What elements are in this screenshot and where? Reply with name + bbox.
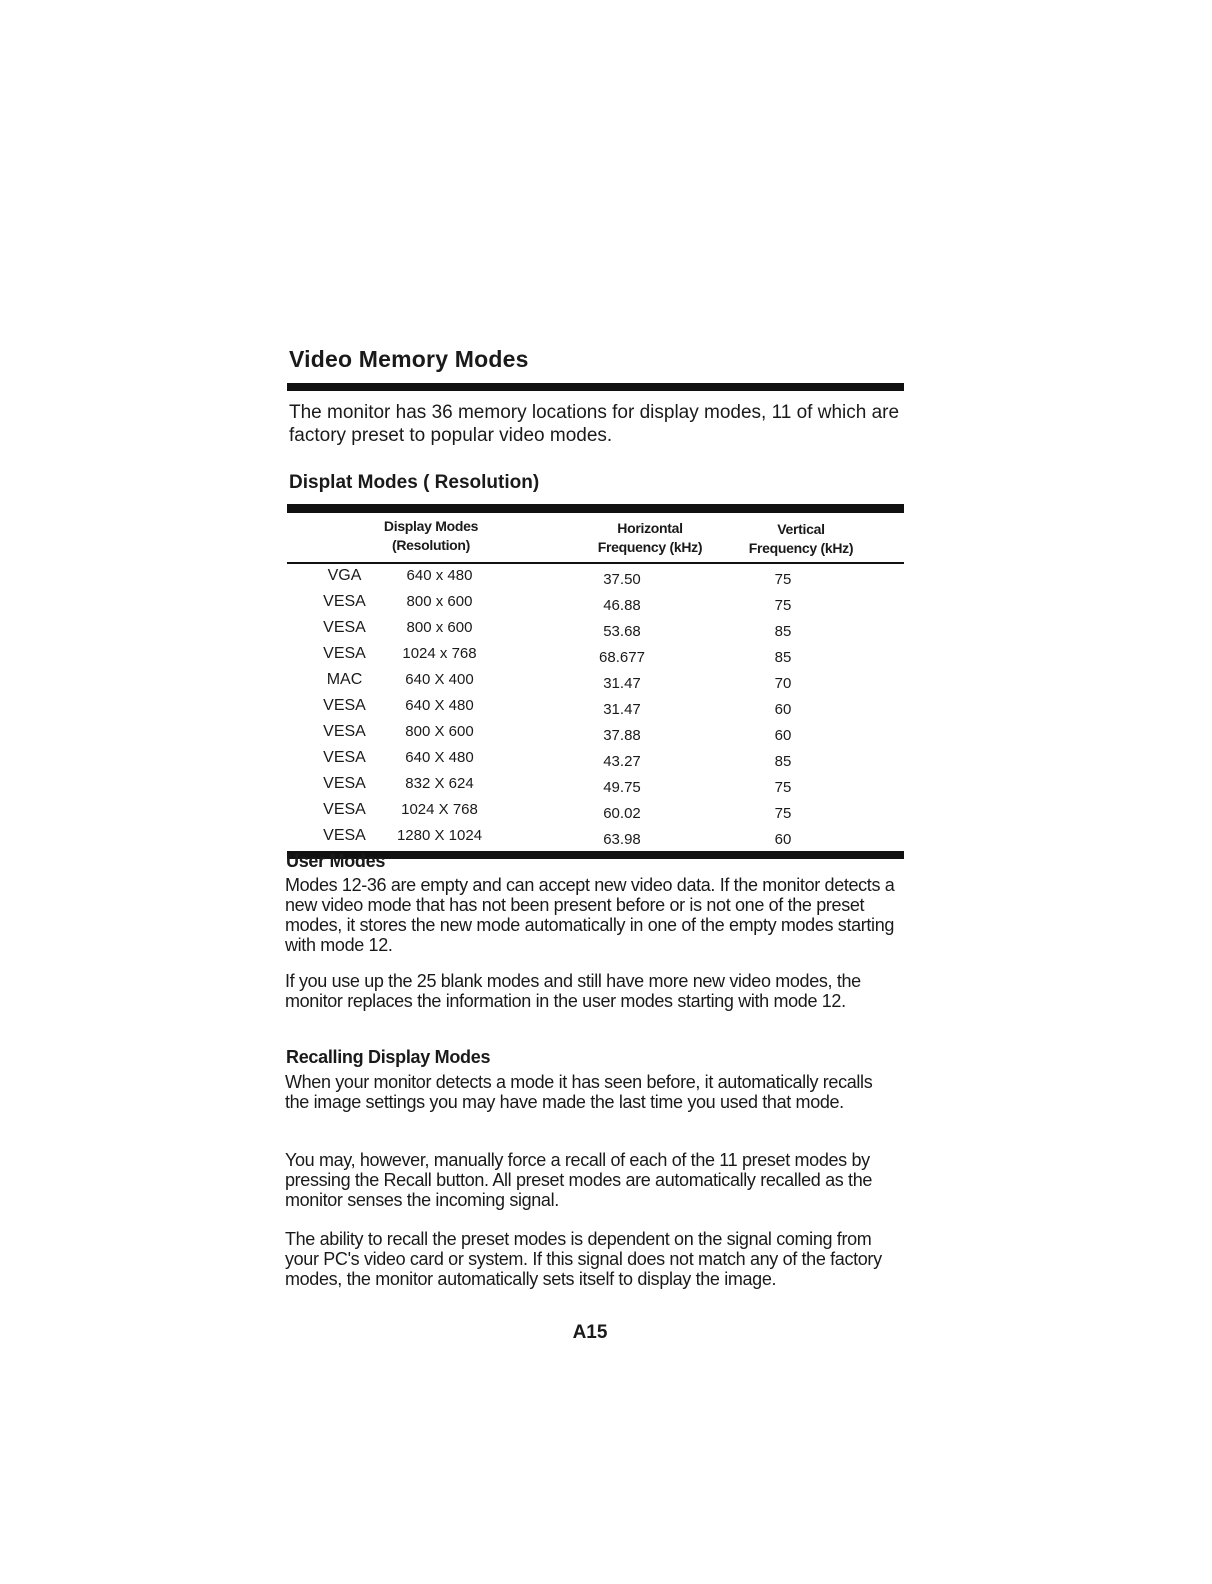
resolution-cell: 832 X 624 [405, 775, 474, 792]
title-divider [287, 383, 904, 391]
table-row [287, 824, 904, 850]
vertical-frequency-cell: 85 [774, 623, 792, 640]
resolution-cell: 640 X 480 [405, 697, 474, 714]
resolution-cell: 640 x 480 [406, 567, 473, 584]
horizontal-frequency-cell: 31.47 [603, 675, 641, 692]
resolution-cell: 1024 X 768 [401, 801, 478, 818]
mode-type-cell: VESA [323, 723, 366, 740]
resolution-cell: 800 X 600 [405, 723, 474, 740]
vertical-frequency-cell: 85 [774, 753, 792, 770]
table-row [287, 720, 904, 746]
horizontal-frequency-cell: 46.88 [603, 597, 641, 614]
horizontal-frequency-cell: 49.75 [603, 779, 641, 796]
table-heading: Displat Modes ( Resolution) [289, 472, 540, 493]
horizontal-frequency-cell: 43.27 [603, 753, 641, 770]
table-row [287, 798, 904, 824]
table-row [287, 564, 904, 590]
table-top-divider [287, 504, 904, 513]
mode-type-cell: MAC [326, 671, 363, 688]
horizontal-frequency-cell: 37.88 [603, 727, 641, 744]
column-header-line: Frequency (kHz) [748, 540, 854, 556]
resolution-cell: 1024 x 768 [402, 645, 477, 662]
page-title: Video Memory Modes [289, 346, 529, 372]
horizontal-frequency-cell: 63.98 [603, 831, 641, 848]
vertical-frequency-cell: 75 [774, 805, 792, 822]
horizontal-frequency-cell: 53.68 [603, 623, 641, 640]
horizontal-frequency-cell: 31.47 [603, 701, 641, 718]
vertical-frequency-cell: 60 [774, 701, 792, 718]
column-header-horizontal [585, 519, 715, 557]
vertical-frequency-cell: 60 [774, 831, 792, 848]
vertical-frequency-cell: 75 [774, 779, 792, 796]
vertical-frequency-cell: 75 [774, 597, 792, 614]
table-row [287, 668, 904, 694]
resolution-cell: 640 X 400 [405, 671, 474, 688]
table-row [287, 642, 904, 668]
recalling-heading: Recalling Display Modes [286, 1047, 491, 1067]
page-number: A15 [572, 1322, 608, 1343]
mode-type-cell: VESA [323, 619, 366, 636]
resolution-cell: 1280 X 1024 [396, 827, 483, 844]
table-row [287, 616, 904, 642]
column-header-line: Vertical [777, 521, 825, 537]
mode-type-cell: VESA [323, 827, 366, 844]
column-header-line: (Resolution) [391, 537, 471, 553]
resolution-cell: 800 x 600 [406, 619, 473, 636]
user-modes-paragraph-1: Modes 12-36 are empty and can accept new video data. If the monitor detects a new video mode that has not been present before or is not one of the preset modes, it stores the new mode automatically in one of the empty modes starting with mode 12. [285, 875, 895, 955]
resolution-cell: 800 x 600 [406, 593, 473, 610]
vertical-frequency-cell: 85 [774, 649, 792, 666]
display-modes-table-body [287, 564, 904, 850]
mode-type-cell: VESA [323, 593, 366, 610]
table-row [287, 694, 904, 720]
column-header-vertical [731, 520, 871, 558]
user-modes-paragraph-2: If you use up the 25 blank modes and still have more new video modes, the monitor replaces the information in the user modes starting with mode 12. [285, 971, 861, 1011]
column-header-line: Horizontal [617, 520, 683, 536]
vertical-frequency-cell: 60 [774, 727, 792, 744]
recalling-paragraph-1: When your monitor detects a mode it has seen before, it automatically recalls the image settings you may have made the last time you used that mode. [285, 1072, 873, 1112]
user-modes-heading: User Modes [286, 851, 386, 871]
mode-type-cell: VGA [327, 567, 362, 584]
mode-type-cell: VESA [323, 697, 366, 714]
horizontal-frequency-cell: 37.50 [603, 571, 641, 588]
mode-type-cell: VESA [323, 801, 366, 818]
column-header-line: Frequency (kHz) [597, 539, 703, 555]
column-header-line: Display Modes [383, 518, 479, 534]
resolution-cell: 640 X 480 [405, 749, 474, 766]
horizontal-frequency-cell: 60.02 [603, 805, 641, 822]
vertical-frequency-cell: 70 [774, 675, 792, 692]
table-row [287, 590, 904, 616]
recalling-paragraph-2: You may, however, manually force a recall of each of the 11 preset modes by pressing the Recall button. All preset modes are automatically recalled as the monitor senses the incoming signal. [285, 1150, 873, 1210]
vertical-frequency-cell: 75 [774, 571, 792, 588]
column-header-display-modes [351, 517, 511, 555]
mode-type-cell: VESA [323, 645, 366, 662]
mode-type-cell: VESA [323, 749, 366, 766]
table-row [287, 772, 904, 798]
horizontal-frequency-cell: 68.677 [599, 649, 645, 666]
recalling-paragraph-3: The ability to recall the preset modes is dependent on the signal coming from your PC's video card or system. If this signal does not match any of the factory modes, the monitor automatically sets itself to display the image. [285, 1229, 882, 1289]
mode-type-cell: VESA [323, 775, 366, 792]
table-row [287, 746, 904, 772]
intro-paragraph: The monitor has 36 memory locations for display modes, 11 of which are factory preset to popular video modes. [289, 402, 900, 446]
